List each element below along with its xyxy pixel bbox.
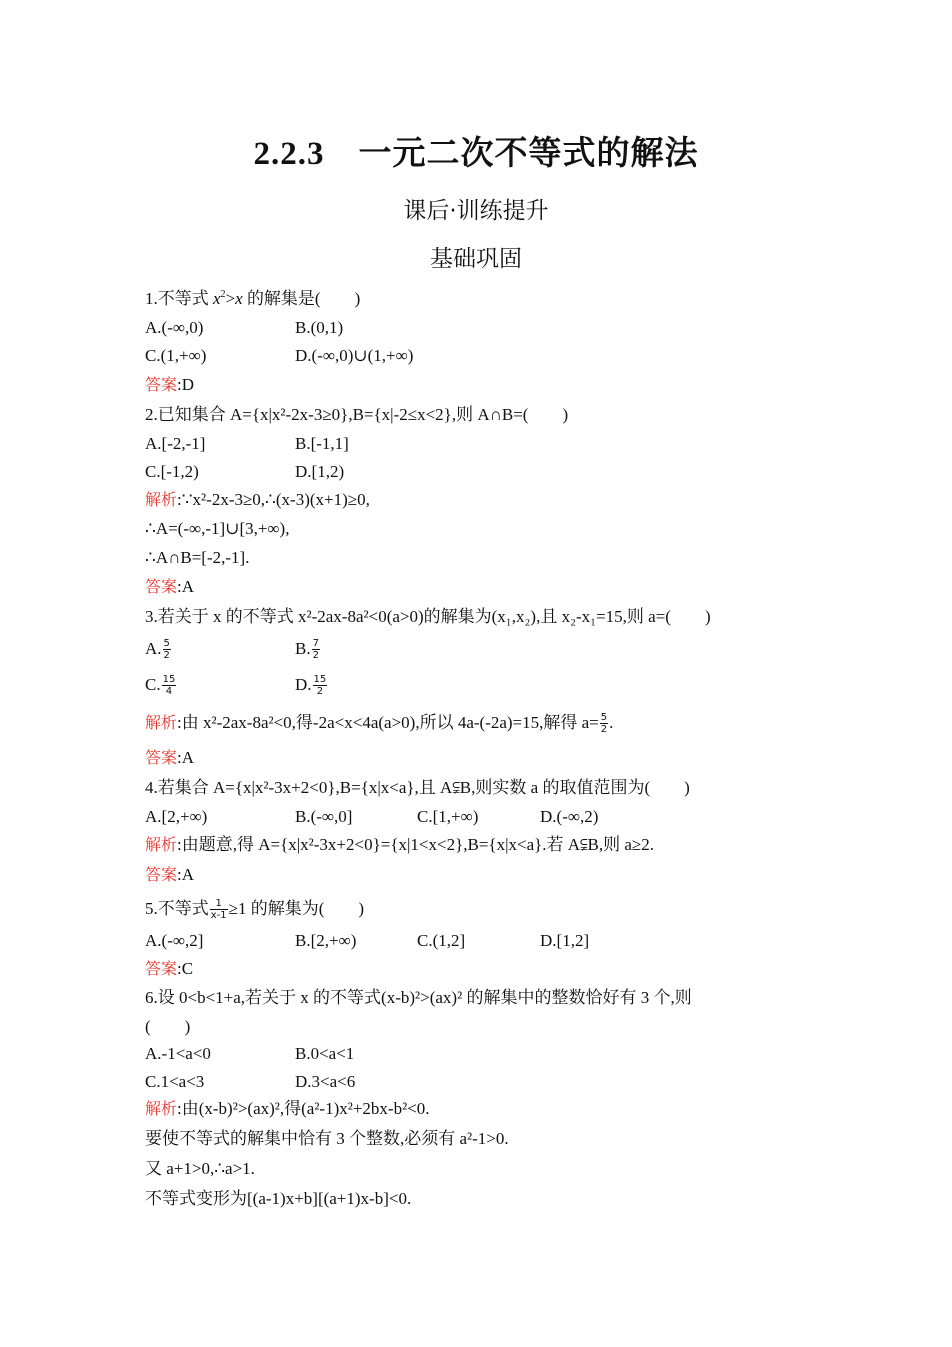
question-2-stem: 2.已知集合 A={x|x²-2x-3≥0},B={x|-2≤x<2},则 A∩B=( ): [145, 405, 569, 424]
question-4-analysis: 解析:由题意,得 A={x|x²-3x+2<0}={x|1<x<2},B={x|x<a}.若 A⫋B,则 a≥2.: [145, 835, 654, 854]
option-c: C. $\frac{15}{4}$: [145, 673, 176, 697]
analysis-label: 解析: [145, 1099, 178, 1118]
analysis-label: 解析: [145, 713, 178, 732]
option-a: A.(-∞,2]: [145, 931, 204, 950]
option-a: A.(-∞,0): [145, 318, 204, 337]
question-5-stem: 5.不等式 $\frac{1}{x-1}$ ≥1 的解集为( ): [145, 897, 365, 921]
answer-label: 答案: [145, 577, 178, 596]
question-3-answer: 答案:A: [145, 748, 195, 767]
question-6-stem-line-2: ( ): [145, 1017, 191, 1036]
answer-label: 答案: [145, 865, 178, 884]
question-3-analysis: 解析:由 x²-2ax-8a²<0,得-2a<x<4a(a>0),所以 4a-(-2a)=15,解得 a= $\frac{5}{2}$ .: [145, 711, 614, 735]
option-d: D.[1,2): [295, 462, 345, 481]
analysis-label: 解析: [145, 835, 178, 854]
question-2-answer: 答案:A: [145, 577, 195, 596]
answer-label: 答案: [145, 375, 178, 394]
analysis-label: 解析: [145, 490, 178, 509]
question-6-stem: 6.设 0<b<1+a,若关于 x 的不等式(x-b)²>(ax)² 的解集中的整数恰好有 3 个,则: [145, 988, 692, 1007]
option-a: A. $\frac{5}{2}$: [145, 637, 170, 661]
question-1-stem: 1.不等式 $x^2>x$ 的解集是( ): [145, 289, 361, 308]
option-b: B.(-∞,0]: [295, 807, 353, 826]
question-6-options-cd: [145, 1071, 356, 1093]
option-d: D. $\frac{15}{2}$: [295, 673, 327, 697]
question-5-options: [145, 930, 590, 952]
option-c: C.(1,+∞): [145, 346, 207, 365]
question-3-options-cd: [145, 673, 327, 698]
question-2-analysis-line-3: ∴A∩B=[-2,-1].: [145, 548, 250, 567]
option-a: A.[-2,-1]: [145, 434, 206, 453]
option-d: D.(-∞,0)∪(1,+∞): [295, 346, 414, 365]
option-d: D.3<a<6: [295, 1072, 356, 1091]
question-6-options-ab: [145, 1043, 355, 1065]
option-a: A.[2,+∞): [145, 807, 208, 826]
section-number: 2.2.3: [253, 136, 325, 172]
question-3-stem: 3.若关于 x 的不等式 x²-2ax-8a²<0(a>0)的解集为(x₁,x₂),且 x₂-x₁=15,则 a=( ): [145, 607, 711, 626]
answer-label: 答案: [145, 959, 178, 978]
question-3-options-ab: [145, 637, 319, 662]
option-c: C.[1,+∞): [417, 807, 479, 826]
question-6-analysis-line-2: 要使不等式的解集中恰有 3 个整数,必须有 a²-1>0.: [145, 1129, 509, 1148]
question-2-options-cd: [145, 461, 345, 483]
section-heading: 基础巩固: [430, 246, 522, 272]
option-d: D.[1,2]: [540, 931, 590, 950]
option-d: D.(-∞,2): [540, 807, 599, 826]
question-6-analysis-line-4: 不等式变形为[(a-1)x+b][(a+1)x-b]<0.: [145, 1189, 412, 1208]
option-c: C.1<a<3: [145, 1072, 205, 1091]
title-text: 一元二次不等式的解法: [358, 133, 699, 172]
question-6-analysis-line-3: 又 a+1>0,∴a>1.: [145, 1159, 255, 1178]
question-1-options-cd: [145, 345, 414, 367]
option-b: B. $\frac{7}{2}$: [295, 637, 319, 661]
page-subtitle: 课后·训练提升: [403, 198, 549, 224]
question-2-analysis-line-2: ∴A=(-∞,-1]∪[3,+∞),: [145, 519, 290, 538]
question-4-options: [145, 806, 599, 828]
question-2-analysis: 解析:∵x²-2x-3≥0,∴(x-3)(x+1)≥0,: [145, 490, 370, 509]
question-5-answer: 答案:C: [145, 959, 194, 978]
question-4-answer: 答案:A: [145, 865, 195, 884]
option-b: B.0<a<1: [295, 1044, 355, 1063]
option-b: B.[2,+∞): [295, 931, 357, 950]
answer-label: 答案: [145, 748, 178, 767]
option-b: B.[-1,1]: [295, 434, 349, 453]
option-a: A.-1<a<0: [145, 1044, 211, 1063]
question-6-analysis: 解析:由(x-b)²>(ax)²,得(a²-1)x²+2bx-b²<0.: [145, 1099, 430, 1118]
option-c: C.(1,2]: [417, 931, 466, 950]
option-c: C.[-1,2): [145, 462, 199, 481]
question-1-answer: 答案:D: [145, 375, 195, 394]
option-b: B.(0,1): [295, 318, 344, 337]
page-title: [0, 127, 952, 174]
question-1-options-ab: [145, 317, 344, 339]
question-4-stem: 4.若集合 A={x|x²-3x+2<0},B={x|x<a},且 A⫋B,则实数 a 的取值范围为( ): [145, 778, 690, 797]
question-2-options-ab: [145, 433, 349, 455]
